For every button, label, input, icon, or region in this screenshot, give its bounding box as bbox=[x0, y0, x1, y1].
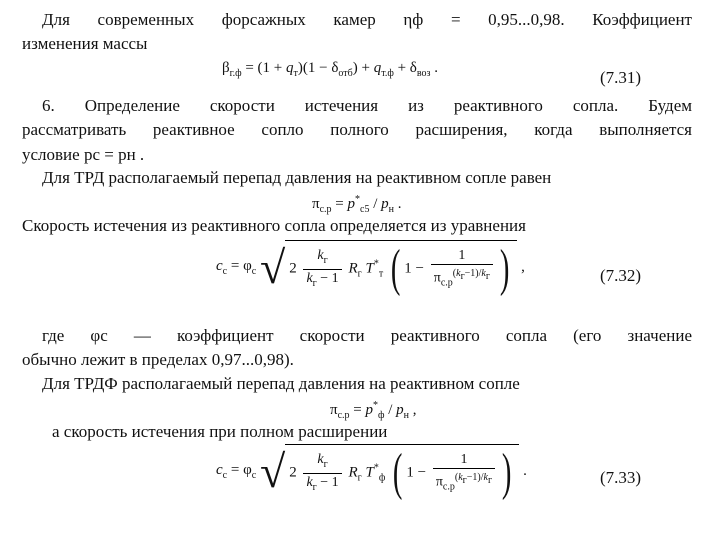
text-line-5: условие pс = pн . bbox=[22, 145, 145, 164]
text-line-4: рассматривать реактивное сопло полного расширения, когда выполняется bbox=[22, 120, 692, 139]
text-line-6: Для ТРД располагаемый перепад давления на реактивном сопле равен bbox=[42, 168, 552, 187]
text-line-7: Скорость истечения из реактивного сопла определяется из уравнения bbox=[22, 216, 526, 235]
equation-pressure-ratio-trdf: $\pi_{с.р} = p^*_ф / p_н$ , bbox=[330, 400, 417, 421]
equation-pressure-ratio-trd: $\pi_{с.р} = p^*_{с5} / p_н$ . bbox=[312, 194, 402, 215]
text-line-3: 6. Определение скорости истечения из реактивного сопла. Будем bbox=[42, 96, 692, 115]
text-line-10: Для ТРДФ располагаемый перепад давления на реактивном сопле bbox=[42, 374, 520, 393]
equation-number-7-32: (7.32) bbox=[600, 266, 642, 285]
text-line-11: а скорость истечения при полном расширении bbox=[52, 422, 388, 441]
equation-7-33: $c_с = \varphi_с$ √2 $\frac{k_г}{k_г - 1}$ $R_г$ $T^*_ф$ ( 1 − $\frac{1}{\pi_{с.р}^{(k_г-1)/k_г}}$ ) . bbox=[216, 444, 527, 501]
equation-7-32: $c_с = \varphi_с$ √2 $\frac{k_г}{k_г - 1}$ $R_г$ $T^*_т$ ( 1 − $\frac{1}{\pi_{с.р}^{(k_г-1)/k_г}}$ ) , bbox=[216, 240, 525, 297]
text-line-1: Для современных форсажных камер ηф = 0,95...0,98. Коэффициент bbox=[42, 10, 692, 29]
equation-7-31: $\beta_{г.ф} = (1 + q_т)(1 - \delta_{отб}) + q_{т.ф} + \delta_{воз}$ . bbox=[222, 60, 438, 79]
equation-number-7-31: (7.31) bbox=[600, 68, 642, 87]
text-line-9: обычно лежит в пределах 0,97...0,98). bbox=[22, 350, 294, 369]
text-line-2: изменения массы bbox=[22, 34, 148, 53]
text-line-8: где φс — коэффициент скорости реактивного сопла (его значение bbox=[42, 326, 692, 345]
equation-number-7-33: (7.33) bbox=[600, 468, 642, 487]
